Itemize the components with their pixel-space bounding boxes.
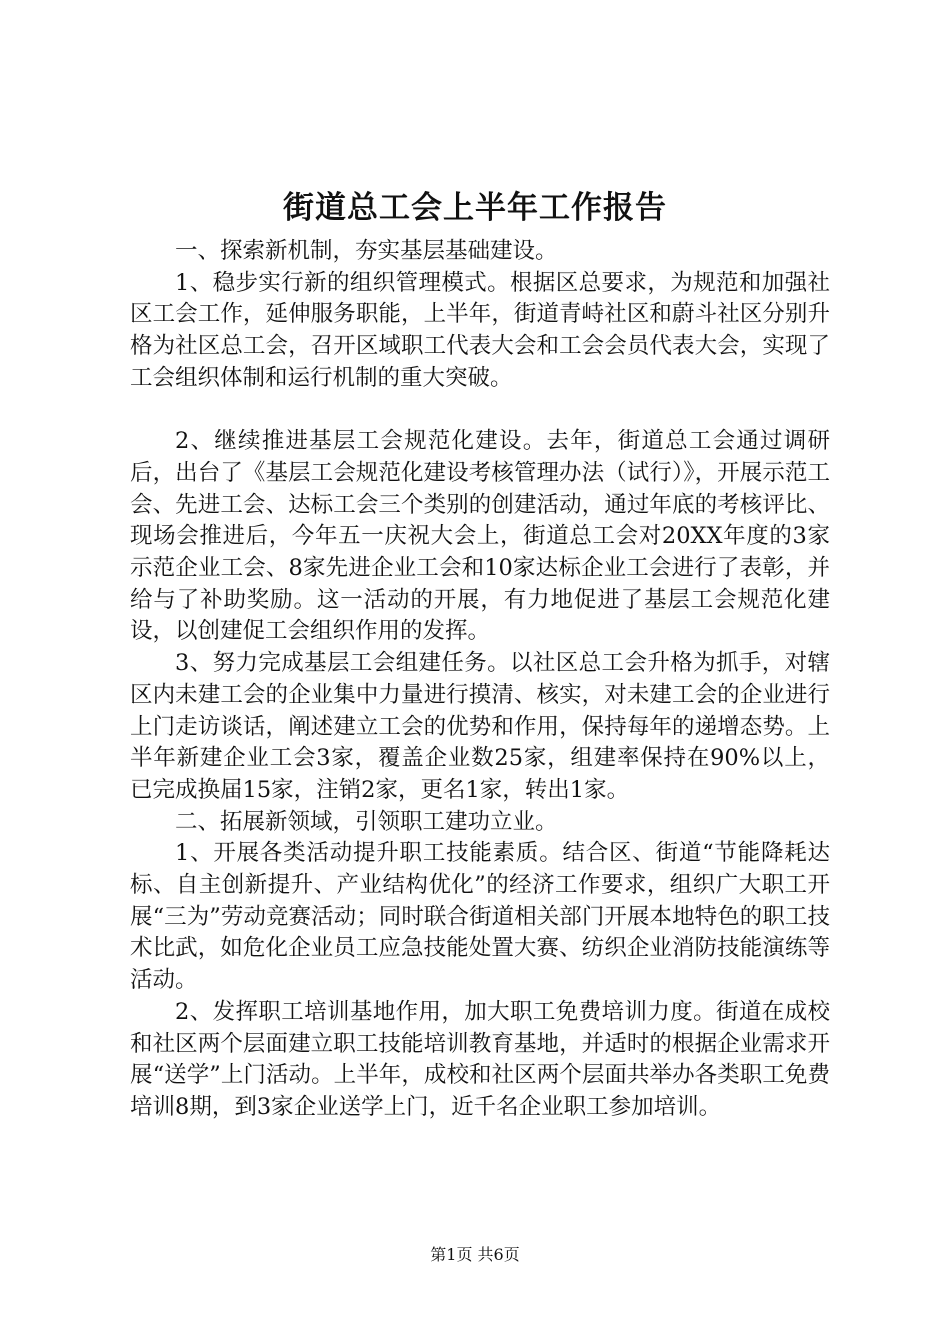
- paragraph-2-2: 2、发挥职工培训基地作用，加大职工免费培训力度。街道在成校和社区两个层面建立职工技能培训教育基地，并适时的根据企业需求开展“送学”上门活动。上半年，成校和社区两个层面共举办各类职工免费培训8期，到3家企业送学上门，近千名企业职工参加培训。: [130, 998, 830, 1120]
- document-body: [130, 236, 830, 1124]
- section-heading-1: 一、探索新机制，夯实基层基础建设。: [175, 238, 558, 264]
- paragraph-1-1: 1、稳步实行新的组织管理模式。根据区总要求，为规范和加强社区工会工作，延伸服务职能，上半年，街道青峙社区和蔚斗社区分别升格为社区总工会，召开区域职工代表大会和工会会员代表大会，实现了工会组织体制和运行机制的重大突破。: [130, 269, 830, 391]
- document-title: 街道总工会上半年工作报告: [283, 190, 667, 226]
- paragraph-1-2: 2、继续推进基层工会规范化建设。去年，街道总工会通过调研后，出台了《基层工会规范化建设考核管理办法（试行）》，开展示范工会、先进工会、达标工会三个类别的创建活动，通过年底的考核评比、现场会推进后，今年五一庆祝大会上，街道总工会对20XX年度的3家示范企业工会、8家先进企业工会和10家达标企业工会进行了表彰，并给与了补助奖励。这一活动的开展，有力地促进了基层工会规范化建设，以创建促工会组织作用的发挥。: [130, 428, 830, 645]
- paragraph-2-1: 1、开展各类活动提升职工技能素质。结合区、街道“节能降耗达标、自主创新提升、产业结构优化”的经济工作要求，组织广大职工开展“三为”劳动竞赛活动；同时联合街道相关部门开展本地特色的职工技术比武，如危化企业员工应急技能处置大赛、纺织企业消防技能演练等活动。: [130, 840, 830, 994]
- section-heading-2: 二、拓展新领域，引领职工建功立业。: [175, 808, 558, 835]
- page-footer: 第1页 共6页: [430, 1245, 520, 1264]
- paragraph-1-3: 3、努力完成基层工会组建任务。以社区总工会升格为抓手，对辖区内未建工会的企业集中力量进行摸清、核实，对未建工会的企业进行上门走访谈话，阐述建立工会的优势和作用，保持每年的递增态势。上半年新建企业工会3家，覆盖企业数25家，组建率保持在90%以上，已完成换届15家，注销2家，更名1家，转出1家。: [130, 650, 830, 803]
